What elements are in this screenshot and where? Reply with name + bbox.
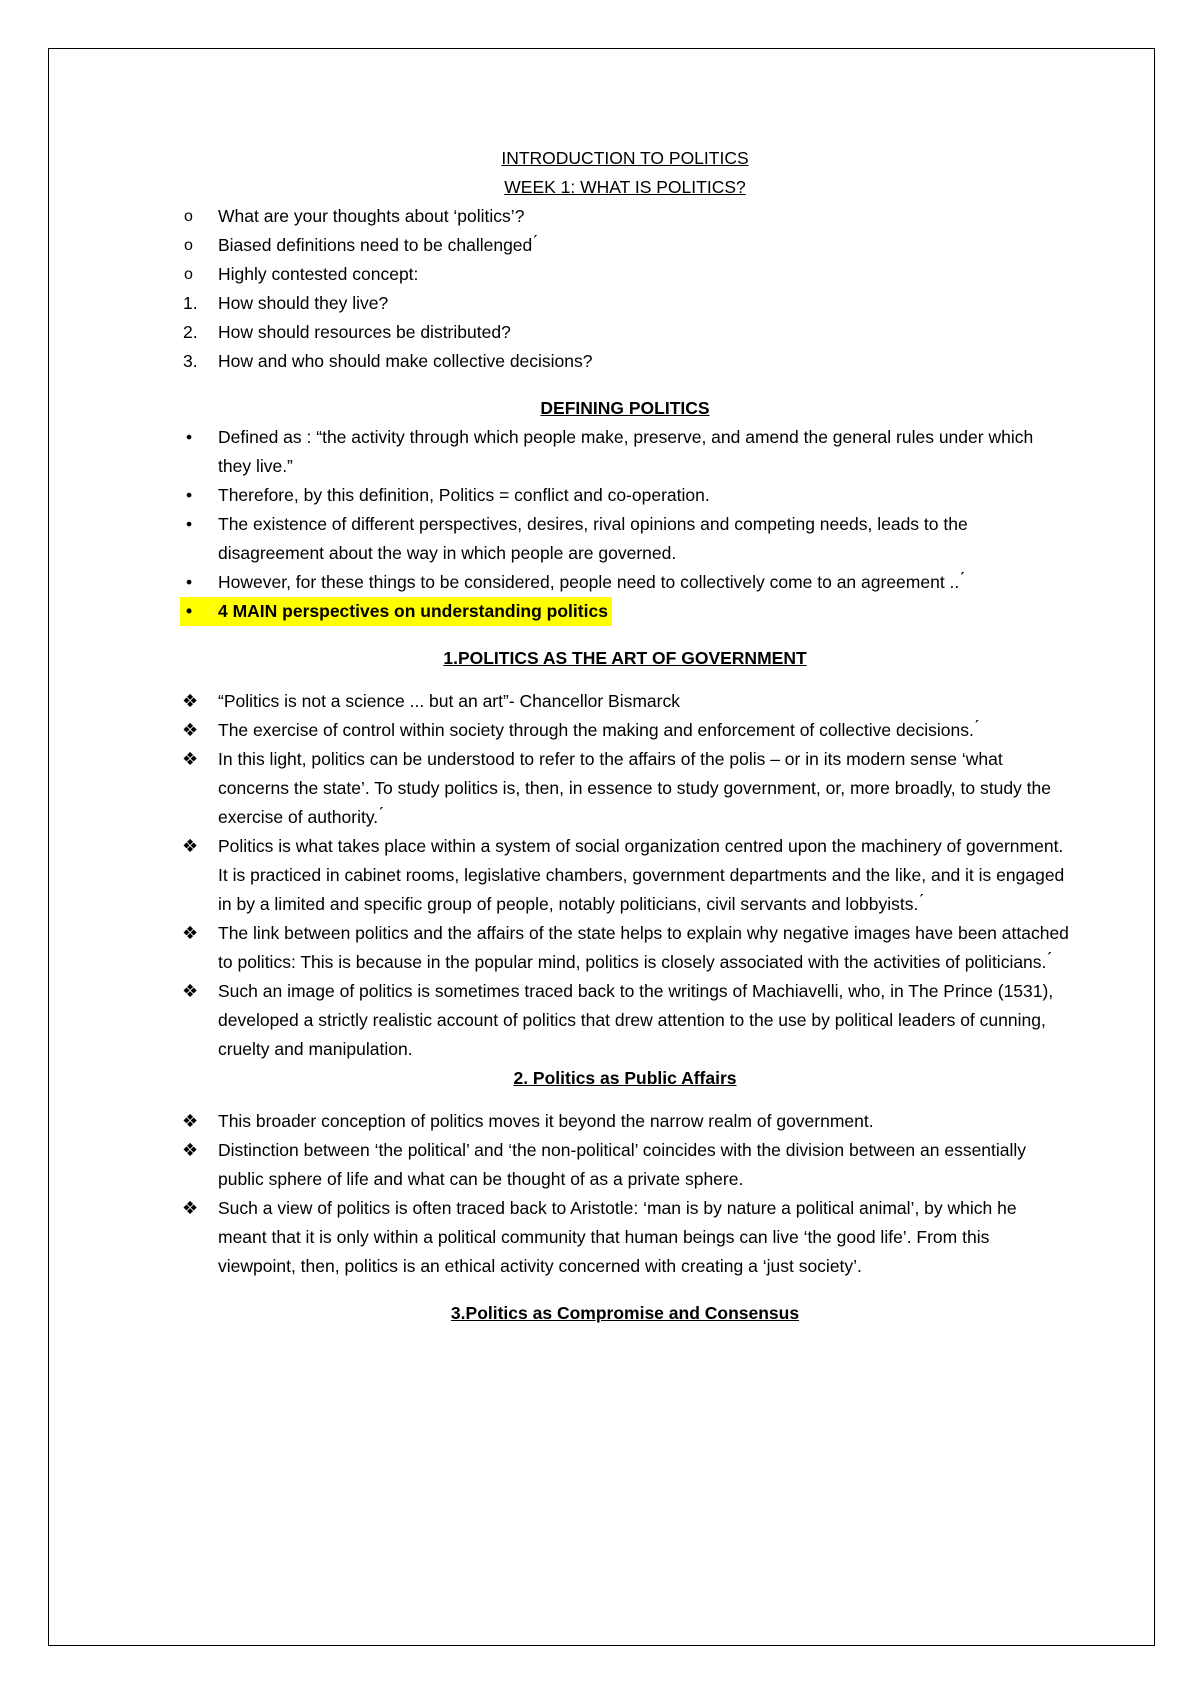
diamond-bullet-icon: ❖ <box>182 981 199 1001</box>
list-number: 2. <box>183 322 198 342</box>
list-item-text: In this light, politics can be understood to refer to the affairs of the polis – or in its modern sense ‘what concerns the state’. To study politics is, then, in essence to study government, or, more broadly, to study the exercise of authority. ́ <box>218 749 1051 827</box>
diamond-bullet-icon: ❖ <box>182 1140 199 1160</box>
list-item <box>180 1136 1070 1194</box>
list-item-text: This broader conception of politics moves it beyond the narrow realm of government. <box>218 1111 874 1131</box>
list-item-text: “Politics is not a science ... but an art”- Chancellor Bismarck <box>218 691 680 711</box>
list-item <box>180 202 1070 231</box>
circle-bullet-icon: o <box>184 208 193 225</box>
diamond-bullet-icon: ❖ <box>182 1198 199 1218</box>
list-item <box>180 481 1070 510</box>
list-item-text: Biased definitions need to be challenged ́ <box>218 235 538 255</box>
list-item-text: Therefore, by this definition, Politics = conflict and co-operation. <box>218 485 710 505</box>
section-1-list <box>180 687 1070 1064</box>
list-item <box>180 1107 1070 1136</box>
section-2-list <box>180 1107 1070 1281</box>
bullet-icon: • <box>186 514 193 534</box>
document-body <box>180 144 1070 1328</box>
intro-question-list <box>180 202 1070 376</box>
bullet-icon: • <box>186 427 193 447</box>
list-item <box>180 231 1070 260</box>
list-item <box>180 977 1070 1064</box>
list-item <box>180 919 1070 977</box>
list-item <box>180 510 1070 568</box>
section-3-heading: 3.Politics as Compromise and Consensus <box>450 1303 800 1323</box>
list-item-text: Such an image of politics is sometimes traced back to the writings of Machiavelli, who, in The Prince (1531), developed a strictly realistic account of politics that drew attention to the use by political leaders of cunning, cruelty and manipulation. <box>218 981 1054 1059</box>
list-item <box>180 347 1070 376</box>
list-item-text: What are your thoughts about ‘politics’? <box>218 206 525 226</box>
list-item-text: The exercise of control within society through the making and enforcement of collective decisions. ́ <box>218 720 979 740</box>
diamond-bullet-icon: ❖ <box>182 720 199 740</box>
list-item-text: How and who should make collective decisions? <box>218 351 593 371</box>
list-item <box>180 1194 1070 1281</box>
diamond-bullet-icon: ❖ <box>182 749 199 769</box>
list-item <box>180 423 1070 481</box>
list-item <box>180 568 1070 597</box>
list-item <box>180 687 1070 716</box>
bullet-icon: • <box>186 485 193 505</box>
section-2-heading: 2. Politics as Public Affairs <box>513 1068 737 1088</box>
diamond-bullet-icon: ❖ <box>182 1111 199 1131</box>
list-item-text: Defined as : “the activity through which people make, preserve, and amend the general rules under which they live.” <box>218 427 1034 476</box>
list-item-text: How should they live? <box>218 293 389 313</box>
list-item <box>180 318 1070 347</box>
list-item <box>180 289 1070 318</box>
bullet-icon: • <box>186 601 193 621</box>
defining-politics-list <box>180 423 1070 626</box>
document-title: INTRODUCTION TO POLITICS <box>501 148 749 168</box>
list-item-text: How should resources be distributed? <box>218 322 511 342</box>
list-number: 1. <box>183 293 198 313</box>
list-item <box>180 832 1070 919</box>
list-item-text: Highly contested concept: <box>218 264 419 284</box>
list-item-text: Such a view of politics is often traced back to Aristotle: ‘man is by nature a political animal’, by which he meant that it is only within a political community that human beings can live ‘the good life’. From this viewpoint, then, politics is an ethical activity concerned with creating a ‘just society’. <box>218 1198 1017 1276</box>
list-item <box>180 260 1070 289</box>
list-item-text: The link between politics and the affairs of the state helps to explain why negative images have been attached to politics: This is because in the popular mind, politics is closely associated with the activities of politicians. ́ <box>218 923 1069 972</box>
section-1-heading: 1.POLITICS AS THE ART OF GOVERNMENT <box>443 648 807 668</box>
list-item <box>180 745 1070 832</box>
list-item-text: 4 MAIN perspectives on understanding politics <box>218 601 608 621</box>
week-title: WEEK 1: WHAT IS POLITICS? <box>504 177 746 197</box>
list-item-text: Distinction between ‘the political’ and ‘the non-political’ coincides with the division between an essentially public sphere of life and what can be thought of as a private sphere. <box>218 1140 1027 1189</box>
bullet-icon: • <box>186 572 193 592</box>
list-item-text: The existence of different perspectives, desires, rival opinions and competing needs, leads to the disagreement about the way in which people are governed. <box>218 514 968 563</box>
list-item-text: However, for these things to be considered, people need to collectively come to an agreement .. ́ <box>218 572 965 592</box>
defining-politics-heading: DEFINING POLITICS <box>540 398 710 418</box>
list-item-text: Politics is what takes place within a system of social organization centred upon the machinery of government. It is practiced in cabinet rooms, legislative chambers, government departments and the like, and it is engaged in by a limited and specific group of people, notably politicians, civil servants and lobbyists. ́ <box>218 836 1065 914</box>
highlighted-list-item <box>180 597 612 626</box>
diamond-bullet-icon: ❖ <box>182 923 199 943</box>
list-number: 3. <box>183 351 198 371</box>
circle-bullet-icon: o <box>184 266 193 283</box>
list-item <box>180 716 1070 745</box>
diamond-bullet-icon: ❖ <box>182 836 199 856</box>
diamond-bullet-icon: ❖ <box>182 691 199 711</box>
circle-bullet-icon: o <box>184 237 193 254</box>
